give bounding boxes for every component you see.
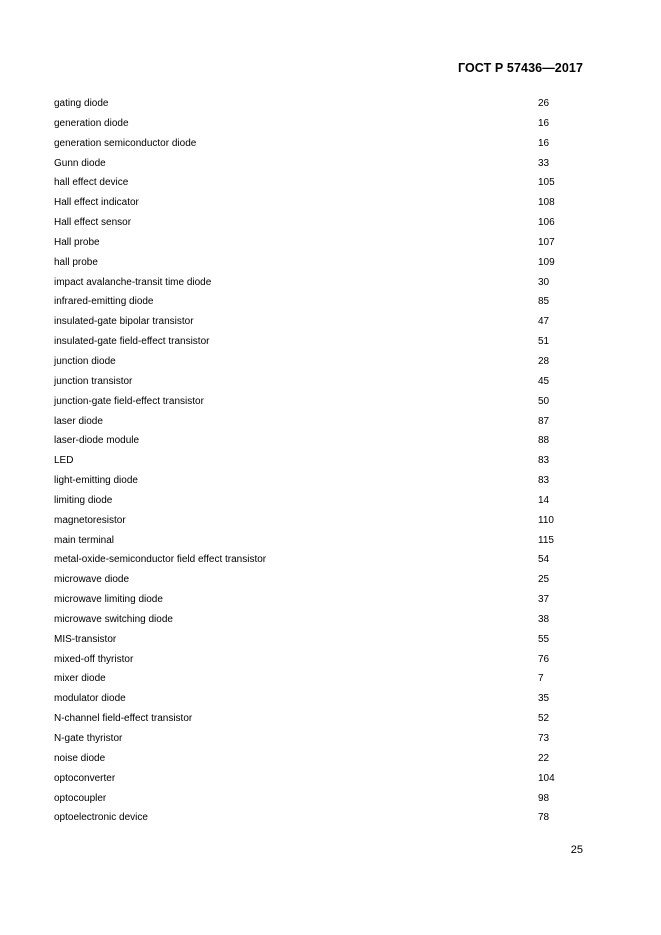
index-term: LED: [54, 455, 74, 467]
index-page-ref: 83: [538, 475, 550, 487]
index-page-ref: 22: [538, 752, 550, 764]
index-row: [54, 514, 574, 534]
index-row: [54, 494, 574, 514]
index-term: optocoupler: [54, 792, 107, 804]
index-page-ref: 107: [538, 236, 555, 248]
index-page-ref: 16: [538, 137, 550, 149]
index-term: magnetoresistor: [54, 514, 126, 526]
index-row: [54, 196, 574, 216]
index-term: metal-oxide-semiconductor field effect transistor: [54, 554, 267, 566]
standard-header: ГОСТ Р 57436—2017: [457, 61, 583, 75]
index-page-ref: 54: [538, 554, 550, 566]
index-term: main terminal: [54, 534, 115, 546]
index-row: [54, 633, 574, 653]
index-term: junction diode: [54, 355, 116, 367]
index-term: mixed-off thyristor: [54, 653, 134, 665]
index-page-ref: 38: [538, 613, 550, 625]
index-page-ref: 76: [538, 653, 550, 665]
index-page-ref: 35: [538, 693, 550, 705]
index-page-ref: 26: [538, 98, 550, 109]
index-term: modulator diode: [54, 693, 126, 705]
index-row: [54, 335, 574, 355]
index-row: [54, 712, 574, 732]
index-row: [54, 593, 574, 613]
index-term: microwave limiting diode: [54, 594, 163, 606]
index-term: Hall effect sensor: [54, 217, 132, 229]
index-row: [54, 573, 574, 593]
index-page-ref: 33: [538, 157, 550, 169]
index-term: Gunn diode: [54, 157, 106, 169]
index-row: [54, 395, 574, 415]
index-term: junction-gate field-effect transistor: [54, 395, 204, 407]
index-term: microwave switching diode: [54, 613, 173, 625]
index-row: [54, 653, 574, 673]
index-row: [54, 157, 574, 177]
index-term: generation semiconductor diode: [54, 137, 197, 149]
index-page-ref: 47: [538, 316, 550, 328]
index-page-ref: 78: [538, 812, 550, 824]
index-page-ref: 37: [538, 594, 550, 606]
index-row: [54, 534, 574, 554]
index-term: laser-diode module: [54, 435, 140, 447]
index-page-ref: 110: [538, 514, 554, 526]
index-page-ref: 109: [538, 256, 555, 268]
index-row: [54, 355, 574, 375]
index-page-ref: 45: [538, 375, 550, 387]
index-row: [54, 692, 574, 712]
index-page-ref: 14: [538, 494, 550, 506]
index-term: light-emitting diode: [54, 475, 138, 487]
index-page-ref: 85: [538, 296, 550, 308]
index-page-ref: 106: [538, 217, 555, 229]
index-term: Hall effect indicator: [54, 197, 139, 209]
index-row: [54, 811, 574, 831]
index-term: hall probe: [54, 256, 98, 268]
index-term: noise diode: [54, 752, 106, 764]
index-term: laser diode: [54, 415, 103, 427]
index-term: generation diode: [54, 117, 129, 129]
index-row: [54, 672, 574, 692]
index-page-ref: 105: [538, 177, 555, 189]
index-page-ref: 25: [538, 574, 550, 586]
index-page-ref: 30: [538, 276, 550, 288]
index-page-ref: 55: [538, 633, 550, 645]
index-page-ref: 52: [538, 713, 550, 725]
index-row: [54, 732, 574, 752]
index-page-ref: 88: [538, 435, 550, 447]
index-page-ref: 16: [538, 117, 550, 129]
index-row: [54, 792, 574, 812]
index-page-ref: 51: [538, 336, 550, 348]
index-page-ref: 115: [538, 534, 554, 546]
index-page-ref: 108: [538, 197, 555, 209]
index-page-ref: 87: [538, 415, 550, 427]
index-page-ref: 50: [538, 395, 550, 407]
index-term: insulated-gate field-effect transistor: [54, 336, 210, 348]
index-term: MIS-transistor: [54, 633, 117, 645]
index-row: [54, 553, 574, 573]
index-term: gating diode: [54, 98, 109, 109]
index-row: [54, 276, 574, 296]
index-row: [54, 415, 574, 435]
index-term: optoelectronic device: [54, 812, 148, 824]
index-row: [54, 454, 574, 474]
index-term: N-gate thyristor: [54, 733, 123, 744]
index-page-ref: 28: [538, 355, 550, 367]
index-row: [54, 97, 574, 117]
index-row: [54, 176, 574, 196]
index-row: [54, 375, 574, 395]
index-term: limiting diode: [54, 494, 113, 506]
index-page-ref: 104: [538, 772, 555, 784]
index-term: junction transistor: [54, 375, 133, 387]
index-term: mixer diode: [54, 673, 106, 685]
index-row: [54, 752, 574, 772]
index-row: [54, 434, 574, 454]
index-page-ref: 98: [538, 792, 550, 804]
index-term: Hall probe: [54, 236, 100, 248]
index-row: [54, 295, 574, 315]
index-row: [54, 137, 574, 157]
index-row: [54, 474, 574, 494]
index-term: hall effect device: [54, 177, 129, 189]
index-term: microwave diode: [54, 574, 130, 586]
index-term: infrared-emitting diode: [54, 296, 154, 308]
index-term: optoconverter: [54, 772, 116, 784]
term-index-list: [54, 97, 574, 831]
index-row: [54, 613, 574, 633]
index-term: insulated-gate bipolar transistor: [54, 316, 194, 328]
index-page-ref: 7: [538, 673, 544, 685]
page-number: 25: [570, 844, 583, 856]
index-term: impact avalanche-transit time diode: [54, 276, 212, 288]
index-row: [54, 117, 574, 137]
index-row: [54, 315, 574, 335]
index-page-ref: 73: [538, 733, 550, 744]
index-row: [54, 236, 574, 256]
index-row: [54, 256, 574, 276]
index-row: [54, 216, 574, 236]
index-term: N-channel field-effect transistor: [54, 713, 193, 725]
index-page-ref: 83: [538, 455, 550, 467]
index-row: [54, 772, 574, 792]
